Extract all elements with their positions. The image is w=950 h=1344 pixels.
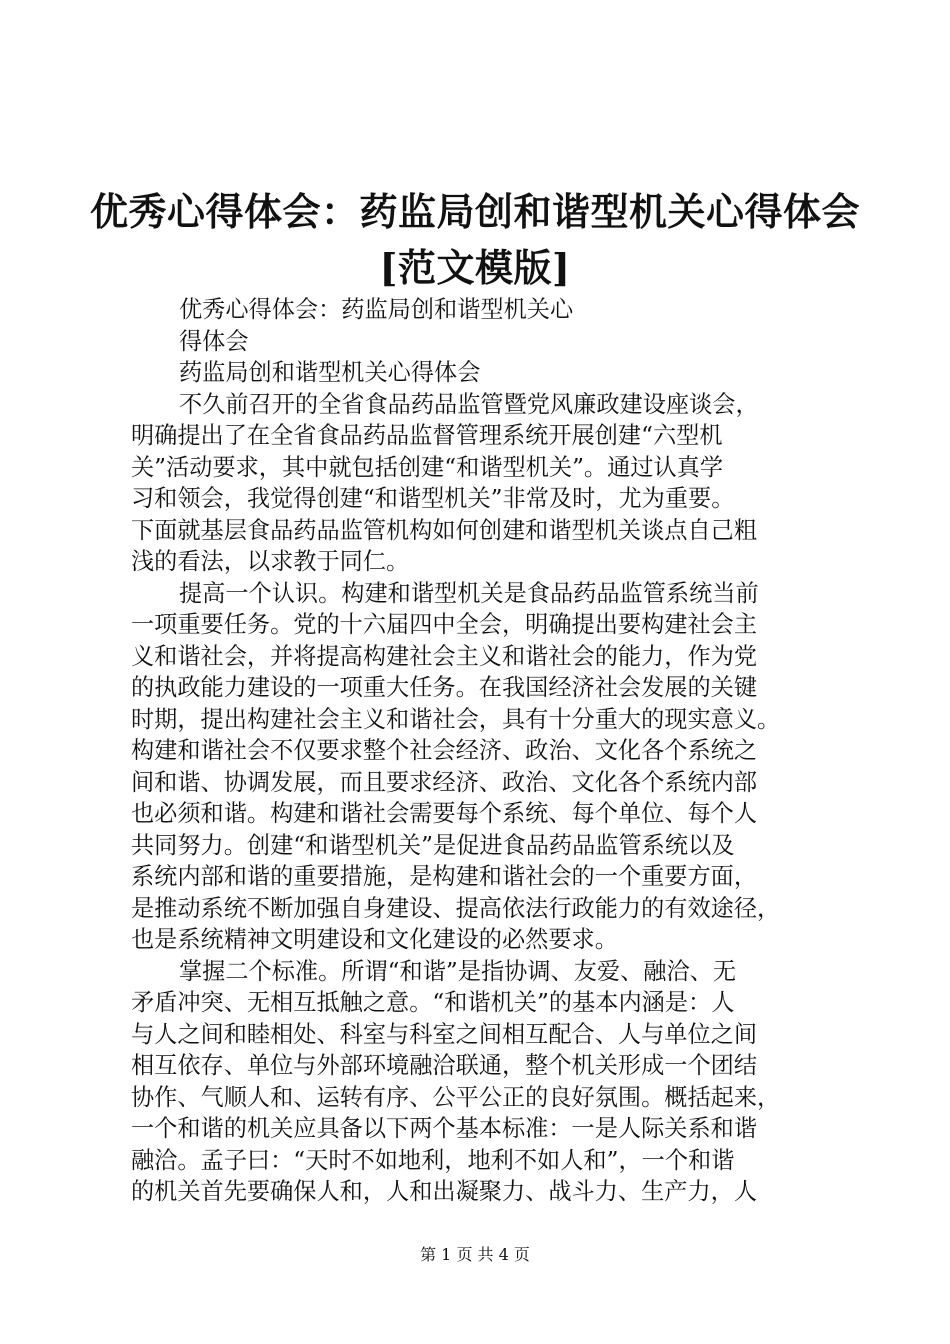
body-line: 药监局创和谐型机关心得体会 bbox=[179, 359, 481, 386]
body-line: 不久前召开的全省食品药品监管暨党风廉政建设座谈会， bbox=[179, 390, 759, 418]
body-line: 下面就基层食品药品监管机构如何创建和谐型机关谈点自己粗 bbox=[131, 516, 758, 544]
document-title-line-1: 优秀心得体会：药监局创和谐型机关心得体会 bbox=[89, 189, 860, 234]
body-line: 一个和谐的机关应具备以下两个基本标准：一是人际关系和谐 bbox=[131, 1115, 758, 1142]
document-title-line-2: [范文模版] bbox=[379, 245, 571, 290]
body-line: 明确提出了在全省食品药品监督管理系统开展创建“六型机 bbox=[131, 422, 723, 449]
body-line: 的机关首先要确保人和，人和出凝聚力、战斗力、生产力，人 bbox=[131, 1178, 758, 1205]
body-line: 是推动系统不断加强自身建设、提高依法行政能力的有效途径， bbox=[131, 894, 781, 922]
page-footer: 第 1 页 共 4 页 bbox=[420, 1245, 530, 1264]
document-body bbox=[131, 294, 831, 1208]
body-line: 也必须和谐。构建和谐社会需要每个系统、每个单位、每个人 bbox=[131, 800, 758, 827]
body-line: 一项重要任务。党的十六届四中全会，明确提出要构建社会主 bbox=[131, 611, 758, 638]
body-line: 协作、气顺人和、运转有序、公平公正的良好氛围。概括起来， bbox=[131, 1083, 781, 1111]
body-line: 义和谐社会，并将提高构建社会主义和谐社会的能力，作为党 bbox=[131, 642, 758, 670]
body-line: 融洽。孟子曰：“天时不如地利，地利不如人和”，一个和谐 bbox=[131, 1146, 735, 1174]
body-line: 系统内部和谐的重要措施，是构建和谐社会的一个重要方面， bbox=[131, 863, 758, 890]
body-line: 也是系统精神文明建设和文化建设的必然要求。 bbox=[131, 926, 618, 953]
body-line: 提高一个认识。构建和谐型机关是食品药品监管系统当前 bbox=[179, 579, 759, 607]
body-line: 共同努力。创建“和谐型机关”是促进食品药品监管系统以及 bbox=[131, 831, 735, 859]
body-line: 与人之间和睦相处、科室与科室之间相互配合、人与单位之间 bbox=[131, 1020, 758, 1048]
body-line: 优秀心得体会：药监局创和谐型机关心 bbox=[179, 296, 574, 323]
body-line: 关”活动要求，其中就包括创建“和谐型机关”。通过认真学 bbox=[131, 453, 724, 481]
body-line: 的执政能力建设的一项重大任务。在我国经济社会发展的关键 bbox=[131, 674, 758, 701]
body-line: 间和谐、协调发展，而且要求经济、政治、文化各个系统内部 bbox=[131, 768, 758, 796]
body-line: 矛盾冲突、无相互抵触之意。“和谐机关”的基本内涵是：人 bbox=[131, 989, 735, 1016]
body-line: 浅的看法，以求教于同仁。 bbox=[131, 548, 410, 575]
body-line: 相互依存、单位与外部环境融洽联通，整个机关形成一个团结 bbox=[131, 1052, 758, 1079]
body-line: 构建和谐社会不仅要求整个社会经济、政治、文化各个系统之 bbox=[131, 737, 758, 764]
body-line: 时期，提出构建社会主义和谐社会，具有十分重大的现实意义。 bbox=[131, 705, 781, 733]
body-line: 习和领会，我觉得创建“和谐型机关”非常及时，尤为重要。 bbox=[131, 485, 735, 512]
body-line: 得体会 bbox=[179, 327, 249, 355]
body-line: 掌握二个标准。所谓“和谐”是指协调、友爱、融洽、无 bbox=[179, 957, 737, 985]
